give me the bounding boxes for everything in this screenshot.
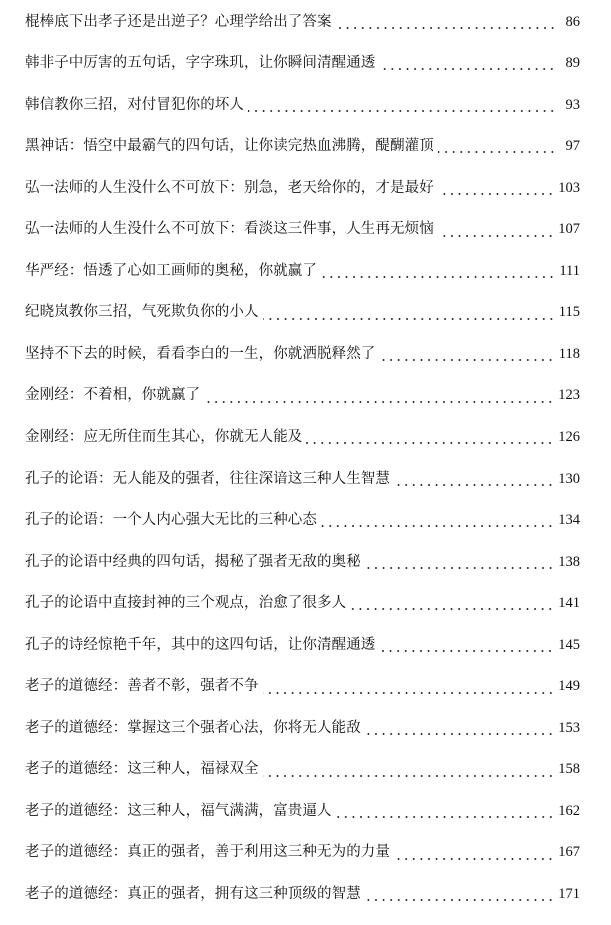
toc-entry-page-number[interactable]: 93 [565, 96, 580, 113]
toc-entry-title[interactable]: 孔子的论语：无人能及的强者，往往深谙这三种人生智慧 [25, 470, 390, 487]
toc-entry-title[interactable]: 老子的道德经：这三种人，福禄双全 [25, 761, 259, 778]
toc-entry-title[interactable]: 老子的道德经：真正的强者，善于利用这三种无为的力量 [25, 844, 390, 861]
toc-entry[interactable] [25, 624, 580, 666]
toc-entry-page-number[interactable]: 153 [558, 719, 580, 736]
dot-leader [365, 888, 554, 902]
toc-entry[interactable] [25, 1, 580, 43]
toc-entry-title[interactable]: 孔子的论语中直接封神的三个观点，治愈了很多人 [25, 595, 347, 612]
toc-entry[interactable] [25, 333, 580, 375]
toc-entry[interactable] [25, 126, 580, 168]
dot-leader [394, 847, 554, 861]
toc-entry-page-number[interactable]: 138 [558, 553, 580, 570]
dot-leader [394, 473, 554, 487]
toc-entry-page-number[interactable]: 167 [558, 844, 580, 861]
toc-entry-page-number[interactable]: 130 [558, 470, 580, 487]
dot-leader [248, 99, 556, 113]
toc-entry[interactable] [25, 375, 580, 417]
toc-entry[interactable] [25, 458, 580, 500]
toc-entry-page-number[interactable]: 141 [558, 595, 580, 612]
toc-entry-title[interactable]: 金刚经：不着相，你就赢了 [25, 387, 201, 404]
dot-leader [321, 265, 555, 279]
toc-entry-title[interactable]: 韩信教你三招，对付冒犯你的坏人 [25, 96, 244, 113]
toc-entry[interactable] [25, 666, 580, 708]
toc-entry-page-number[interactable]: 111 [559, 262, 580, 279]
toc-entry[interactable] [25, 873, 580, 915]
toc-entry-page-number[interactable]: 158 [558, 761, 580, 778]
toc-entry-page-number[interactable]: 107 [558, 221, 580, 238]
dot-leader [336, 16, 556, 30]
toc-entry[interactable] [25, 832, 580, 874]
toc-entry-page-number[interactable]: 171 [558, 886, 580, 902]
toc-entry-page-number[interactable]: 123 [558, 387, 580, 404]
toc-entry-title[interactable]: 棍棒底下出孝子还是出逆子？心理学给出了答案 [25, 13, 332, 30]
toc-entry-page-number[interactable]: 86 [565, 13, 580, 30]
toc-entry-page-number[interactable]: 126 [558, 428, 580, 445]
toc-entry-title[interactable]: 老子的道德经：真正的强者，拥有这三种顶级的智慧 [25, 886, 361, 902]
toc-entry-title[interactable]: 弘一法师的人生没什么不可放下：看淡这三件事，人生再无烦恼 [25, 221, 434, 238]
toc-entry-page-number[interactable]: 149 [558, 678, 580, 695]
toc-entry-title[interactable]: 老子的道德经：这三种人，福气满满，富贵逼人 [25, 802, 332, 819]
toc-entry-title[interactable]: 老子的道德经：善者不彰，强者不争 [25, 678, 259, 695]
dot-leader [438, 224, 554, 238]
dot-leader [321, 514, 554, 528]
toc-entry-page-number[interactable]: 134 [558, 512, 580, 529]
toc-entry[interactable] [25, 416, 580, 458]
dot-leader [365, 722, 554, 736]
toc-entry[interactable] [25, 790, 580, 832]
toc-entry-page-number[interactable]: 103 [558, 179, 580, 196]
toc-entry-title[interactable]: 坚持不下去的时候，看看李白的一生，你就洒脱释然了 [25, 345, 376, 362]
toc-entry[interactable] [25, 541, 580, 583]
toc-entry-title[interactable]: 孔子的论语：一个人内心强大无比的三种心态 [25, 512, 317, 529]
toc-entry-page-number[interactable]: 118 [558, 345, 580, 362]
toc-entry[interactable] [25, 292, 580, 334]
toc-entry-title[interactable]: 老子的道德经：掌握这三个强者心法，你将无人能敌 [25, 719, 361, 736]
toc-entry-title[interactable]: 韩非子中厉害的五句话，字字珠玑，让你瞬间清醒通透 [25, 55, 376, 72]
dot-leader [379, 57, 556, 71]
dot-leader [365, 556, 554, 570]
toc-entry-page-number[interactable]: 145 [558, 636, 580, 653]
dot-leader [336, 805, 555, 819]
toc-entry[interactable] [25, 209, 580, 251]
toc-entry[interactable] [25, 43, 580, 85]
toc-entry-page-number[interactable]: 162 [558, 802, 580, 819]
toc-entry-title[interactable]: 华严经：悟透了心如工画师的奥秘，你就赢了 [25, 262, 317, 279]
dot-leader [263, 681, 555, 695]
dot-leader [204, 390, 554, 404]
dot-leader [263, 307, 555, 321]
toc-entry-page-number[interactable]: 115 [558, 304, 580, 321]
dot-leader [350, 597, 554, 611]
dot-leader [306, 431, 554, 445]
dot-leader [438, 140, 556, 154]
toc-entry[interactable] [25, 500, 580, 542]
toc-entry-page-number[interactable]: 89 [565, 55, 580, 72]
dot-leader [379, 639, 554, 653]
dot-leader [263, 764, 555, 778]
toc-entry-title[interactable]: 黑神话：悟空中最霸气的四句话，让你读完热血沸腾，醍醐灌顶 [25, 138, 434, 155]
dot-leader [438, 182, 554, 196]
toc-entry-title[interactable]: 纪晓岚教你三招，气死欺负你的小人 [25, 304, 259, 321]
toc-entry[interactable] [25, 250, 580, 292]
toc-entry[interactable] [25, 167, 580, 209]
toc-entry[interactable] [25, 84, 580, 126]
table-of-contents [25, 0, 580, 915]
toc-entry-title[interactable]: 孔子的论语中经典的四句话，揭秘了强者无敌的奥秘 [25, 553, 361, 570]
toc-entry[interactable] [25, 707, 580, 749]
toc-entry-title[interactable]: 孔子的诗经惊艳千年，其中的这四句话，让你清醒通透 [25, 636, 376, 653]
toc-entry[interactable] [25, 583, 580, 625]
toc-entry-title[interactable]: 金刚经：应无所住而生其心，你就无人能及 [25, 428, 303, 445]
toc-entry[interactable] [25, 749, 580, 791]
dot-leader [379, 348, 554, 362]
toc-entry-page-number[interactable]: 97 [565, 138, 580, 155]
toc-entry-title[interactable]: 弘一法师的人生没什么不可放下：别急，老天给你的，才是最好 [25, 179, 434, 196]
